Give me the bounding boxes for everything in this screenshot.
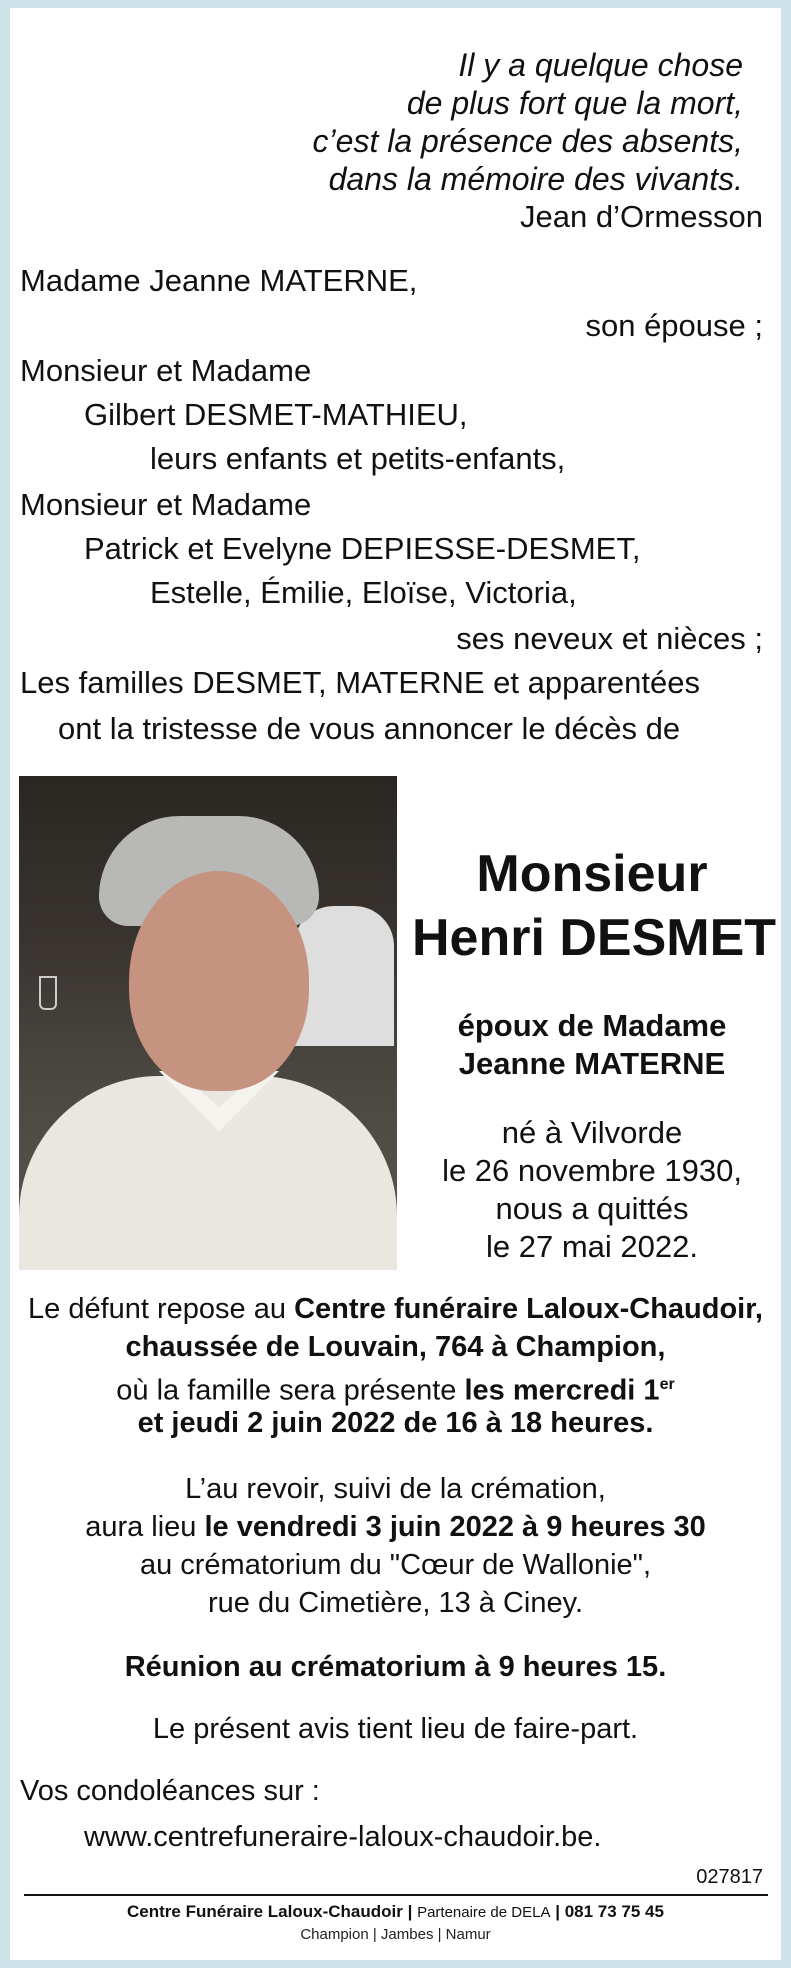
- quote-line-1: Il y a quelque chose: [458, 47, 743, 83]
- farewell-line-1: L’au revoir, suivi de la crémation,: [185, 1473, 606, 1505]
- farewell-text: aura lieu: [85, 1511, 205, 1543]
- quote-line-3: c’est la présence des absents,: [312, 123, 743, 159]
- obituary-notice: [12, 8, 779, 1960]
- died-line-2: le 27 mai 2022.: [486, 1229, 698, 1264]
- family-line-11: ont la tristesse de vous annoncer le décès de: [58, 711, 681, 746]
- reference-number: 027817: [696, 1866, 763, 1888]
- quote-author: Jean d’Ormesson: [520, 199, 763, 234]
- born-line-2: le 26 novembre 1930,: [442, 1153, 742, 1188]
- family-line-7: Patrick et Evelyne DEPIESSE-DESMET,: [84, 531, 641, 566]
- family-line-10: Les familles DESMET, MATERNE et apparentées: [20, 665, 700, 700]
- family-line-8: Estelle, Émilie, Eloïse, Victoria,: [150, 575, 577, 610]
- footer-locations: Champion | Jambes | Namur: [300, 1926, 491, 1943]
- condolences-label: Vos condoléances sur :: [20, 1775, 320, 1807]
- family-line-1: Madame Jeanne MATERNE,: [20, 263, 418, 298]
- repose-line-2: chaussée de Louvain, 764 à Champion,: [125, 1331, 666, 1363]
- family-line-9: ses neveux et nièces ;: [456, 621, 763, 656]
- spouse-line-1: époux de Madame: [457, 1008, 727, 1043]
- quote-line-4: dans la mémoire des vivants.: [328, 161, 743, 197]
- deceased-name: Henri DESMET: [412, 909, 777, 967]
- footer-line: [12, 1902, 779, 1922]
- footer-separator-1: |: [402, 1902, 418, 1921]
- funeral-center-name: Centre funéraire Laloux-Chaudoir,: [294, 1293, 763, 1325]
- footer-company: Centre Funéraire Laloux-Chaudoir: [127, 1902, 403, 1921]
- born-line-1: né à Vilvorde: [501, 1115, 683, 1150]
- footer-separator-2: |: [550, 1902, 565, 1921]
- farewell-date: le vendredi 3 juin 2022 à 9 heures 30: [204, 1511, 706, 1543]
- died-line-1: nous a quittés: [495, 1191, 689, 1226]
- condolences-url[interactable]: www.centrefuneraire-laloux-chaudoir.be.: [84, 1821, 602, 1853]
- family-line-5: leurs enfants et petits-enfants,: [150, 441, 566, 476]
- repose-text: Le défunt repose au: [28, 1293, 295, 1325]
- footer-partner: Partenaire de DELA: [417, 1904, 551, 1921]
- deceased-photo: [19, 776, 397, 1270]
- farewell-line-2: [12, 1508, 779, 1546]
- presence-dates-sup: er: [659, 1376, 675, 1393]
- family-line-2: son épouse ;: [585, 308, 763, 343]
- deceased-title: Monsieur: [476, 845, 708, 903]
- photo-face: [129, 871, 309, 1091]
- farewell-line-3: au crématorium du "Cœur de Wallonie",: [139, 1549, 652, 1581]
- spouse-line-2: Jeanne MATERNE: [458, 1046, 726, 1081]
- presence-text: où la famille sera présente: [116, 1374, 465, 1407]
- notice-line: Le présent avis tient lieu de faire-part.: [152, 1713, 639, 1745]
- meeting-line: Réunion au crématorium à 9 heures 15.: [124, 1651, 667, 1683]
- repose-line-1: [12, 1290, 779, 1328]
- farewell-line-4: rue du Cimetière, 13 à Ciney.: [207, 1587, 584, 1619]
- family-line-4: Gilbert DESMET-MATHIEU,: [84, 397, 468, 432]
- family-line-6: Monsieur et Madame: [20, 487, 312, 522]
- family-line-3: Monsieur et Madame: [20, 353, 312, 388]
- footer-phone[interactable]: 081 73 75 45: [564, 1902, 664, 1921]
- quote-line-2: de plus fort que la mort,: [406, 85, 743, 121]
- presence-dates: les mercredi 1: [464, 1374, 660, 1407]
- photo-glass: [39, 976, 57, 1010]
- footer-rule: [24, 1894, 768, 1896]
- repose-line-4: et jeudi 2 juin 2022 de 16 à 18 heures.: [137, 1407, 654, 1439]
- photo-background-person: [294, 906, 394, 1046]
